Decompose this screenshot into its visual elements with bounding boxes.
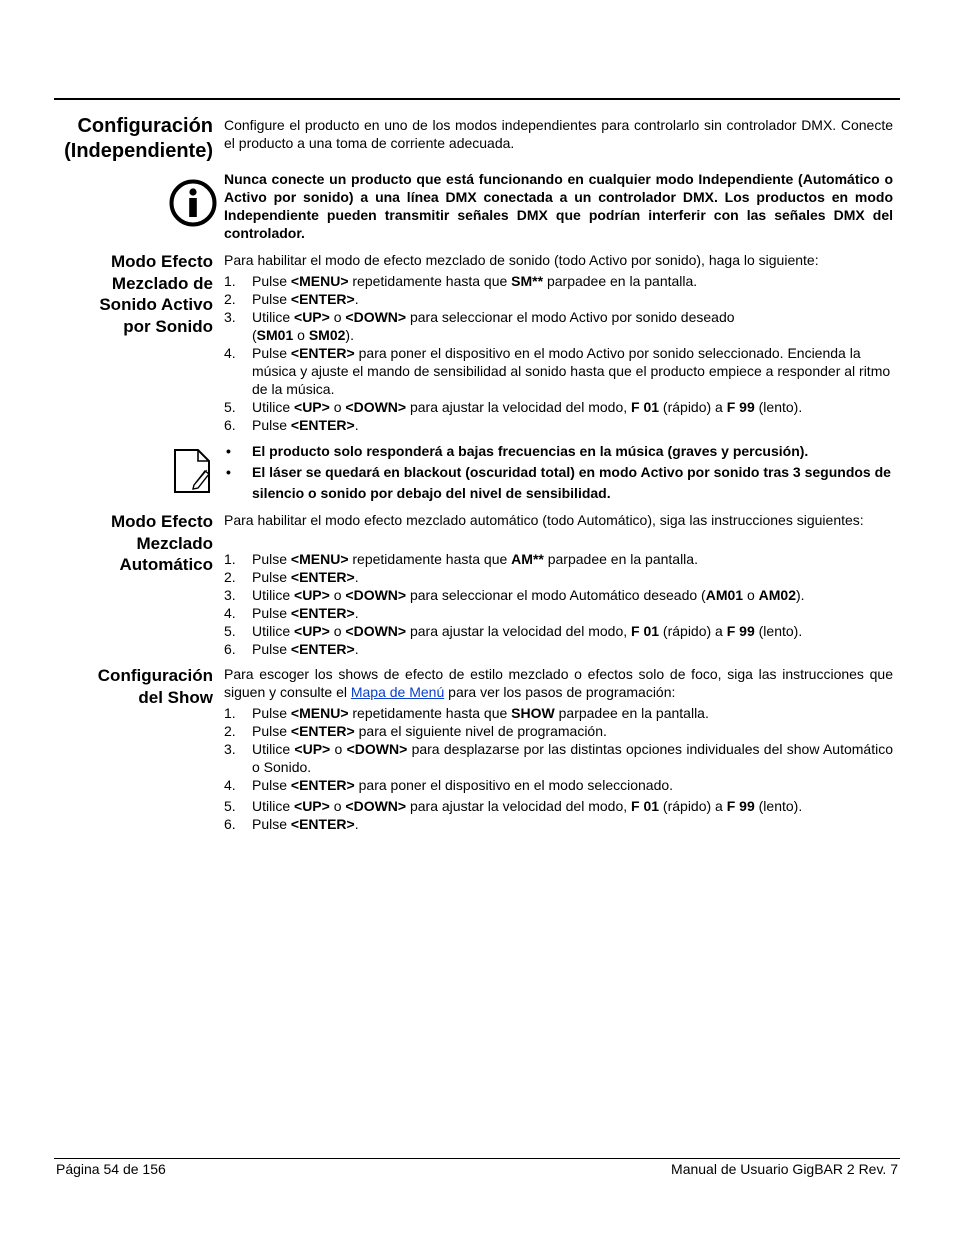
sound-notes: [224, 441, 893, 504]
list-item: 4. Pulse <ENTER> para poner el dispositivo en el modo seleccionado.: [224, 777, 674, 793]
list-item: 4. Pulse <ENTER> para poner el dispositivo en el modo Activo por sonido seleccionado. Encienda la música y ajuste el mando de sensibilidad al sonido hasta que el producto empiece a responder al ritmo de la música.: [224, 345, 891, 397]
list-item: 2. Pulse <ENTER> para el siguiente nivel de programación.: [224, 723, 607, 739]
list-item: 3. Utilice <UP> o <DOWN> para seleccionar el modo Automático deseado (AM01 o AM02).: [224, 587, 805, 603]
info-icon: [168, 178, 218, 228]
show-intro: Para escoger los shows de efecto de estilo mezclado o efectos solo de foco, siga las instrucciones que siguen y consulte el Mapa de Menú para ver los pasos de programación:: [224, 666, 893, 700]
standalone-intro: Configure el producto en uno de los modos independientes para controlarlo sin controlador DMX. Conecte el producto a una toma de corriente adecuada.: [224, 117, 893, 151]
list-item: 6. Pulse <ENTER>.: [224, 641, 359, 657]
manual-title: Manual de Usuario GigBAR 2 Rev. 7: [671, 1161, 898, 1177]
menu-map-link[interactable]: Mapa de Menú: [350, 684, 445, 700]
list-item: • El producto solo responderá a bajas frecuencias en la música (graves y percusión).: [226, 443, 809, 459]
section-title-auto: Modo Efecto Mezclado Automático: [111, 512, 213, 574]
list-item: 2. Pulse <ENTER>.: [224, 291, 359, 307]
list-item: • El láser se quedará en blackout (oscuridad total) en modo Activo por sonido tras 3 segundos de silencio o sonido por debajo del nivel de sensibilidad.: [226, 464, 891, 501]
header-rule: [54, 98, 900, 100]
page-number: Página 54 de 156: [56, 1161, 166, 1177]
footer-rule: [54, 1158, 900, 1159]
section-title-show: Configuración del Show: [97, 666, 213, 707]
auto-steps: [224, 550, 893, 658]
list-item: 5. Utilice <UP> o <DOWN> para ajustar la velocidad del modo, F 01 (rápido) a F 99 (lento).: [224, 399, 803, 415]
list-item: 1. Pulse <MENU> repetidamente hasta que SM** parpadee en la pantalla.: [224, 273, 698, 289]
section-title-standalone: Configuración (Independiente): [64, 115, 213, 162]
sound-steps: [224, 272, 893, 434]
standalone-warning: Nunca conecte un producto que está funcionando en cualquier modo Independiente (Automático o Activo por sonido) a una línea DMX conectada a un controlador DMX. Los productos en modo Independiente pueden transmitir señales DMX que podrían interferir con las señales DMX del controlador.: [224, 171, 893, 241]
list-item: 5. Utilice <UP> o <DOWN> para ajustar la velocidad del modo, F 01 (rápido) a F 99 (lento).: [224, 798, 803, 814]
list-item: 6. Pulse <ENTER>.: [224, 816, 359, 832]
sound-intro: Para habilitar el modo de efecto mezclado de sonido (todo Activo por sonido), haga lo siguiente:: [224, 252, 819, 268]
show-steps: [224, 704, 893, 833]
list-item: 1. Pulse <MENU> repetidamente hasta que SHOW parpadee en la pantalla.: [224, 705, 709, 721]
list-item: 3. Utilice <UP> o <DOWN> para seleccionar el modo Activo por sonido deseado (SM01 o SM02).: [224, 309, 735, 343]
auto-intro: Para habilitar el modo efecto mezclado automático (todo Automático), siga las instrucciones siguientes:: [224, 512, 864, 528]
list-item: 5. Utilice <UP> o <DOWN> para ajustar la velocidad del modo, F 01 (rápido) a F 99 (lento).: [224, 623, 803, 639]
section-title-sound: Modo Efecto Mezclado de Sonido Activo por Sonido: [99, 252, 213, 336]
note-pencil-icon: [172, 448, 214, 494]
list-item: 6. Pulse <ENTER>.: [224, 417, 359, 433]
list-item: 4. Pulse <ENTER>.: [224, 605, 359, 621]
list-item: 2. Pulse <ENTER>.: [224, 569, 359, 585]
list-item: 1. Pulse <MENU> repetidamente hasta que AM** parpadee en la pantalla.: [224, 551, 698, 567]
list-item: 3. Utilice <UP> o <DOWN> para desplazarse por las distintas opciones individuales del show Automático o Sonido.: [224, 741, 893, 775]
